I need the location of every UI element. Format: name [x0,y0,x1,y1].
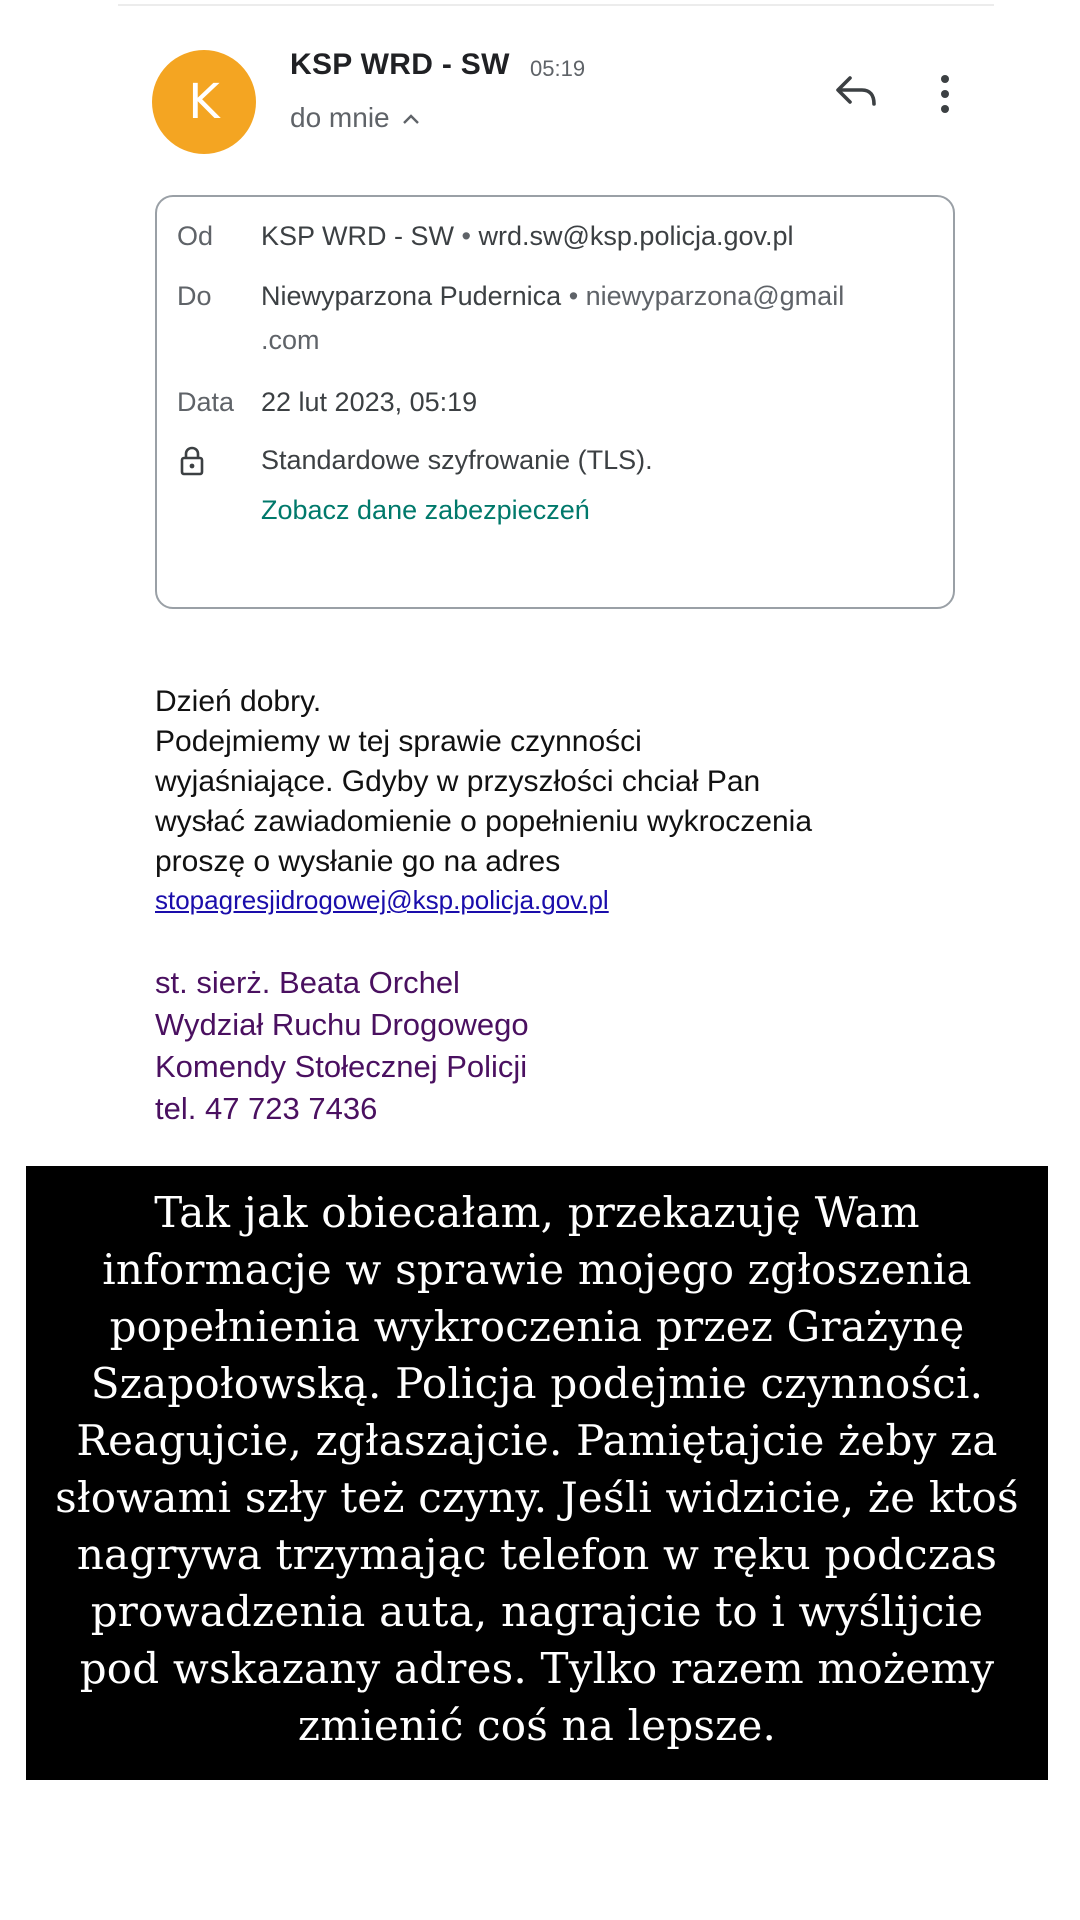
caption-line: Szapołowską. Policja podejmie czynności. [90,1359,984,1408]
from-email[interactable]: wrd.sw@ksp.policja.gov.pl [478,221,794,251]
caption-overlay [26,1166,1048,1780]
security-details-link[interactable]: Zobacz dane zabezpieczeń [261,495,590,525]
signature-line: st. sierż. Beata Orchel [155,965,460,1000]
security-text: Standardowe szyfrowanie (TLS). [261,445,653,475]
body-line: Dzień dobry. [155,685,322,718]
message-body [155,682,1015,918]
recipient-toggle[interactable] [290,102,420,134]
date-value: 22 lut 2023, 05:19 [261,387,478,417]
caption-line: popełnienia wykroczenia przez Grażynę [109,1302,965,1351]
signature-phone[interactable]: tel. 47 723 7436 [155,1091,378,1126]
lock-icon [179,445,205,477]
to-name: Niewyparzona Pudernica [261,281,562,311]
from-value [261,221,794,252]
recipient-label: do mnie [290,102,390,133]
from-name: KSP WRD - SW [261,221,455,251]
sender-avatar[interactable]: K [152,50,256,154]
to-email[interactable]: niewyparzona@gmail [585,281,845,311]
caption-line: Tak jak obiecałam, przekazuję Wam [154,1188,920,1237]
to-value [261,281,844,312]
sender-name: KSP WRD - SW [290,48,510,81]
separator-dot: • [461,221,471,251]
to-email-continued[interactable]: .com [261,325,320,355]
caption-line: pod wskazany adres. Tylko razem możemy [79,1644,995,1693]
caption-line: nagrywa trzymając telefon w ręku podczas [76,1530,998,1579]
signature-line: Komendy Stołecznej Policji [155,1049,528,1084]
signature-line: Wydział Ruchu Drogowego [155,1007,529,1042]
message-details-card [155,195,955,609]
email-link[interactable]: stopagresjidrogowej@ksp.policja.gov.pl [155,885,609,915]
top-divider [118,4,994,6]
signature [155,962,529,1130]
chevron-up-icon [402,108,420,131]
from-label: Od [177,221,214,251]
body-line: wyjaśniające. Gdyby w przyszłości chciał Pan [155,765,761,798]
more-vert-icon[interactable] [934,72,956,116]
body-line: wysłać zawiadomienie o popełnieniu wykroczenia [155,805,813,838]
caption-line: Reagujcie, zgłaszajcie. Pamiętajcie żeby za [76,1416,998,1465]
caption-line: słowami szły też czyny. Jeśli widzicie, że ktoś [55,1473,1019,1522]
caption-line: informacje w sprawie mojego zgłoszenia [102,1245,972,1294]
date-label: Data [177,387,235,417]
caption-line: prowadzenia auta, nagrajcie to i wyślijcie [90,1587,984,1636]
body-line: proszę o wysłanie go na adres [155,845,561,878]
reply-icon[interactable] [834,72,878,112]
body-line: Podejmiemy w tej sprawie czynności [155,725,642,758]
separator-dot: • [568,281,579,311]
caption-line: zmienić coś na lepsze. [297,1701,777,1750]
to-label: Do [177,281,212,311]
message-time: 05:19 [530,56,586,81]
